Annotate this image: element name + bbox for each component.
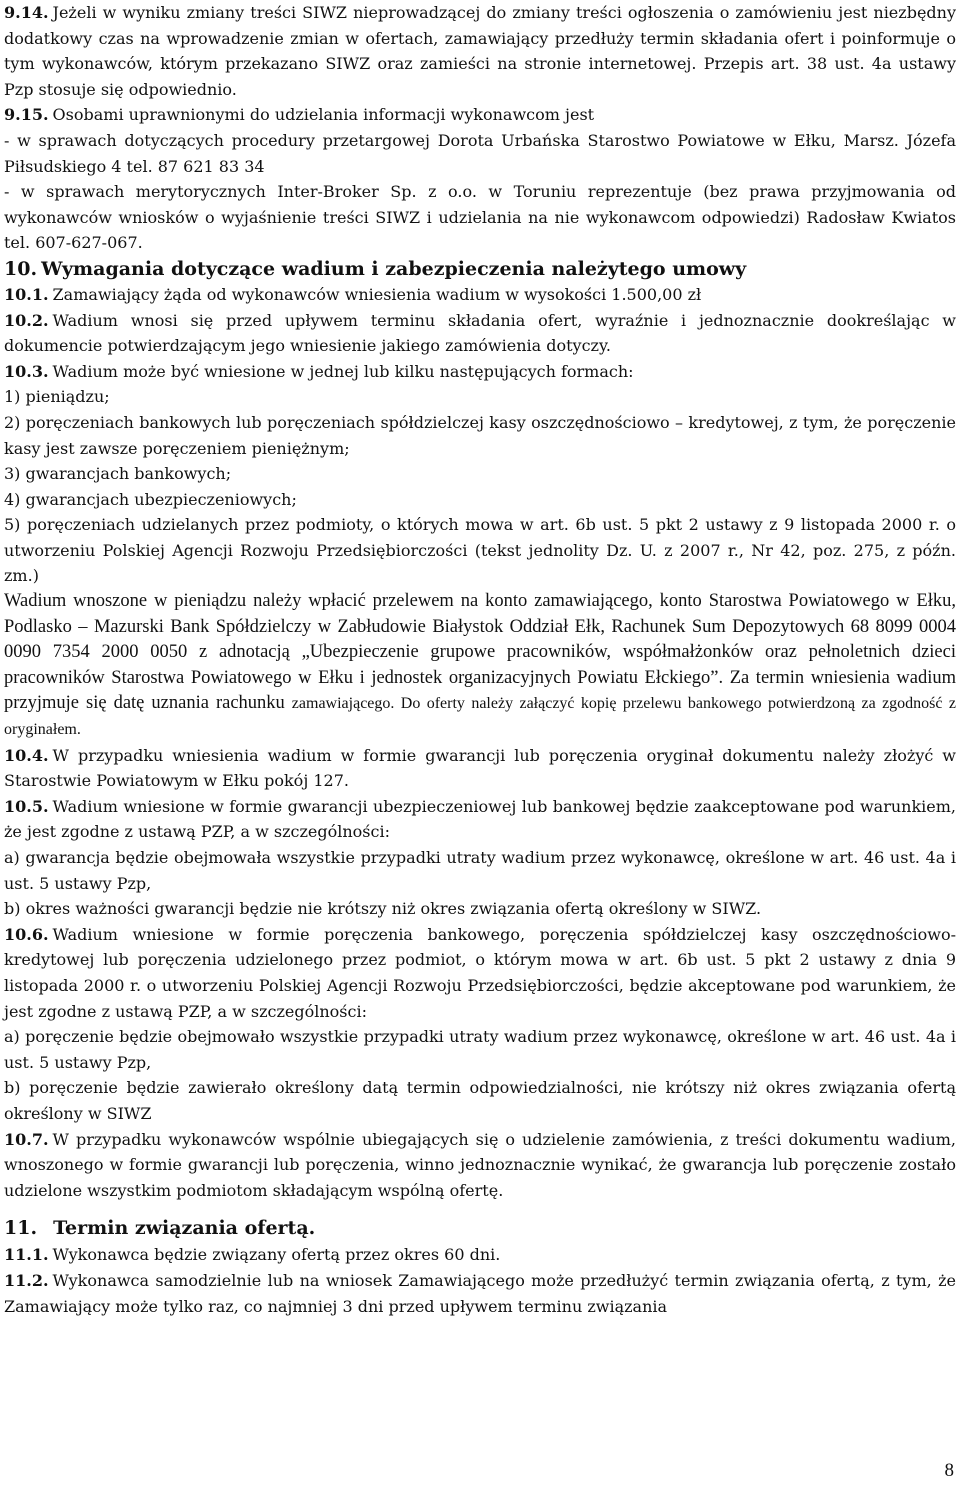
heading-section-11 xyxy=(4,1215,956,1242)
section-text: Jeżeli w wyniku zmiany treści SIWZ nieprowadzącej do zmiany treści ogłoszenia o zamówieniu jest niezbędny dodatkowy czas na wprowadzenie zmian w ofertach, zamawiający przedłuży termin składania ofert i poinformuje o tym wykonawców, którym przekazano SIWZ oraz zamieści na stronie internetowej. Przepis art. 38 ust. 4a ustawy Pzp stosuje się odpowiednio. xyxy=(4,3,956,99)
bank-transfer-text-cont: zamawiającego. Do oferty należy załączyć kopię przelewu bankowego potwierdzoną za zgodność z oryginałem. xyxy=(4,695,956,739)
section-text: Wykonawca samodzielnie lub na wniosek Zamawiającego może przedłużyć termin związania ofertą, z tym, że Zamawiający może tylko raz, co najmniej 3 dni przed upływem terminu związania xyxy=(4,1270,956,1316)
section-number: 10.5. xyxy=(4,796,49,816)
guarantee-condition-b: b) okres ważności gwarancji będzie nie krótszy niż okres związania ofertą określony w SIWZ. xyxy=(4,899,762,919)
section-10-1 xyxy=(4,282,956,308)
section-10-6 xyxy=(4,922,956,1024)
heading-text: Termin związania ofertą. xyxy=(53,1217,316,1240)
section-number: 10.6. xyxy=(4,924,49,944)
section-number: 10.2. xyxy=(4,310,49,330)
section-number: 10. xyxy=(4,257,38,280)
section-text: Wadium wniesione w formie gwarancji ubezpieczeniowej lub bankowej będzie zaakceptowane pod warunkiem, że jest zgodne z ustawą PZP, a w szczególności: xyxy=(4,796,956,842)
form-item-5: 5) poręczeniach udzielanych przez podmioty, o których mowa w art. 6b ust. 5 pkt 2 ustawy z 9 listopada 2000 r. o utworzeniu Polskiej Agencji Rozwoju Przedsiębiorczości (tekst jednolity Dz. U. z 2007 r., Nr 42, poz. 275, z późn. zm.) xyxy=(4,515,956,586)
section-10-7 xyxy=(4,1127,956,1204)
guarantee-condition-a: a) gwarancja będzie obejmowała wszystkie przypadki utraty wadium przez wykonawcę, określone w art. 46 ust. 4a i ust. 5 ustawy Pzp, xyxy=(4,848,956,893)
section-number: 10.7. xyxy=(4,1129,49,1149)
document-page xyxy=(4,0,956,1319)
section-11-1 xyxy=(4,1242,956,1268)
form-item-4: 4) gwarancjach ubezpieczeniowych; xyxy=(4,489,297,509)
page-number: 8 xyxy=(944,1460,954,1481)
surety-condition-a: a) poręczenie będzie obejmowało wszystkie przypadki utraty wadium przez wykonawcę, określone w art. 46 ust. 4a i ust. 5 ustawy Pzp, xyxy=(4,1027,956,1072)
surety-condition-b: b) poręczenie będzie zawierało określony datą termin odpowiedzialności, nie krótszy niż okres związania ofertą określony w SIWZ xyxy=(4,1078,956,1123)
section-number: 11.2. xyxy=(4,1270,49,1290)
section-number: 10.3. xyxy=(4,361,49,381)
section-text: W przypadku wniesienia wadium w formie gwarancji lub poręczenia oryginał dokumentu należy złożyć w Starostwie Powiatowym w Ełku pokój 127. xyxy=(4,745,956,791)
section-text: Wadium wnosi się przed upływem terminu składania ofert, wyraźnie i jednoznacznie dookreślając w dokumencie potwierdzającym jego wniesienie jakiego zamówienia dotyczy. xyxy=(4,310,956,356)
contact-substantive: - w sprawach merytorycznych Inter-Broker Sp. z o.o. w Toruniu reprezentuje (bez prawa przyjmowania od wykonawców wniosków o wyjaśnienie treści SIWZ i udzielania na nie wykonawcom odpowiedzi) Radosław Kwiatos tel. 607-627-067. xyxy=(4,182,956,253)
section-9-15 xyxy=(4,102,956,128)
section-11-2 xyxy=(4,1268,956,1319)
section-text: Wadium może być wniesione w jednej lub kilku następujących formach: xyxy=(52,361,634,381)
form-item-2: 2) poręczeniach bankowych lub poręczeniach spółdzielczej kasy oszczędnościowo – kredytowej, z tym, że poręczenie kasy jest zawsze poręczeniem pieniężnym; xyxy=(4,412,956,458)
section-number: 9.15. xyxy=(4,105,49,125)
form-item-3: 3) gwarancjach bankowych; xyxy=(4,464,232,484)
section-number: 9.14. xyxy=(4,3,49,22)
bank-transfer-paragraph xyxy=(4,589,956,743)
section-text: Osobami uprawnionymi do udzielania informacji wykonawcom jest xyxy=(52,105,595,125)
heading-text: Wymagania dotyczące wadium i zabezpieczenia należytego umowy xyxy=(41,257,747,280)
section-text: Zamawiający żąda od wykonawców wniesienia wadium w wysokości 1.500,00 zł xyxy=(52,284,702,304)
section-10-5 xyxy=(4,794,956,845)
section-10-3 xyxy=(4,359,956,385)
form-item-1: 1) pieniądzu; xyxy=(4,387,110,407)
section-9-14 xyxy=(4,0,956,102)
section-number: 10.1. xyxy=(4,284,49,304)
section-number: 10.4. xyxy=(4,745,49,765)
heading-section-10 xyxy=(4,256,956,282)
section-10-4 xyxy=(4,743,956,794)
section-number: 11.1. xyxy=(4,1245,49,1265)
section-number: 11. xyxy=(4,1217,38,1240)
contact-procedural: - w sprawach dotyczących procedury przetargowej Dorota Urbańska Starostwo Powiatowe w Ełku, Marsz. Józefa Piłsudskiego 4 tel. 87 621 83 34 xyxy=(4,130,956,176)
section-text: Wadium wniesione w formie poręczenia bankowego, poręczenia spółdzielczej kasy oszczędnościowo-kredytowej lub poręczenia udzielonego przez podmiot, o którym mowa w art. 6b ust. 5 pkt 2 ustawy z dnia 9 listopada 2000 r. o utworzeniu Polskiej Agencji Rozwoju Przedsiębiorczości, będzie akceptowane pod warunkiem, że jest zgodne z ustawą PZP, a w szczególności: xyxy=(4,924,956,1021)
bank-transfer-text: Wadium wnoszone w pieniądzu należy wpłacić przelewem na konto zamawiającego, konto Starostwa Powiatowego w Ełku, Podlasko – Mazurski Bank Spółdzielczy w Zabłudowie Białystok Oddział Ełk, Rachunek Sum Depozytowych 68 8099 0004 0090 7354 2000 0050 z adnotacją „Ubezpieczenie grupowe pracowników, współmałżonków oraz pełnoletnich dzieci pracowników Starostwa Powiatowego w Ełku i jednostek organizacyjnych Powiatu Ełckiego”. Za termin wniesienia wadium przyjmuje się datę uznania rachunku xyxy=(4,591,956,714)
section-10-2 xyxy=(4,308,956,359)
section-text: Wykonawca będzie związany ofertą przez okres 60 dni. xyxy=(52,1245,501,1265)
section-text: W przypadku wykonawców wspólnie ubiegających się o udzielenie zamówienia, z treści dokumentu wadium, wnoszonego w formie gwarancji lub poręczenia, winno jednoznacznie wynikać, że gwarancja lub poręczenie zostało udzielone wszystkim podmiotom składającym wspólną ofertę. xyxy=(4,1129,956,1200)
